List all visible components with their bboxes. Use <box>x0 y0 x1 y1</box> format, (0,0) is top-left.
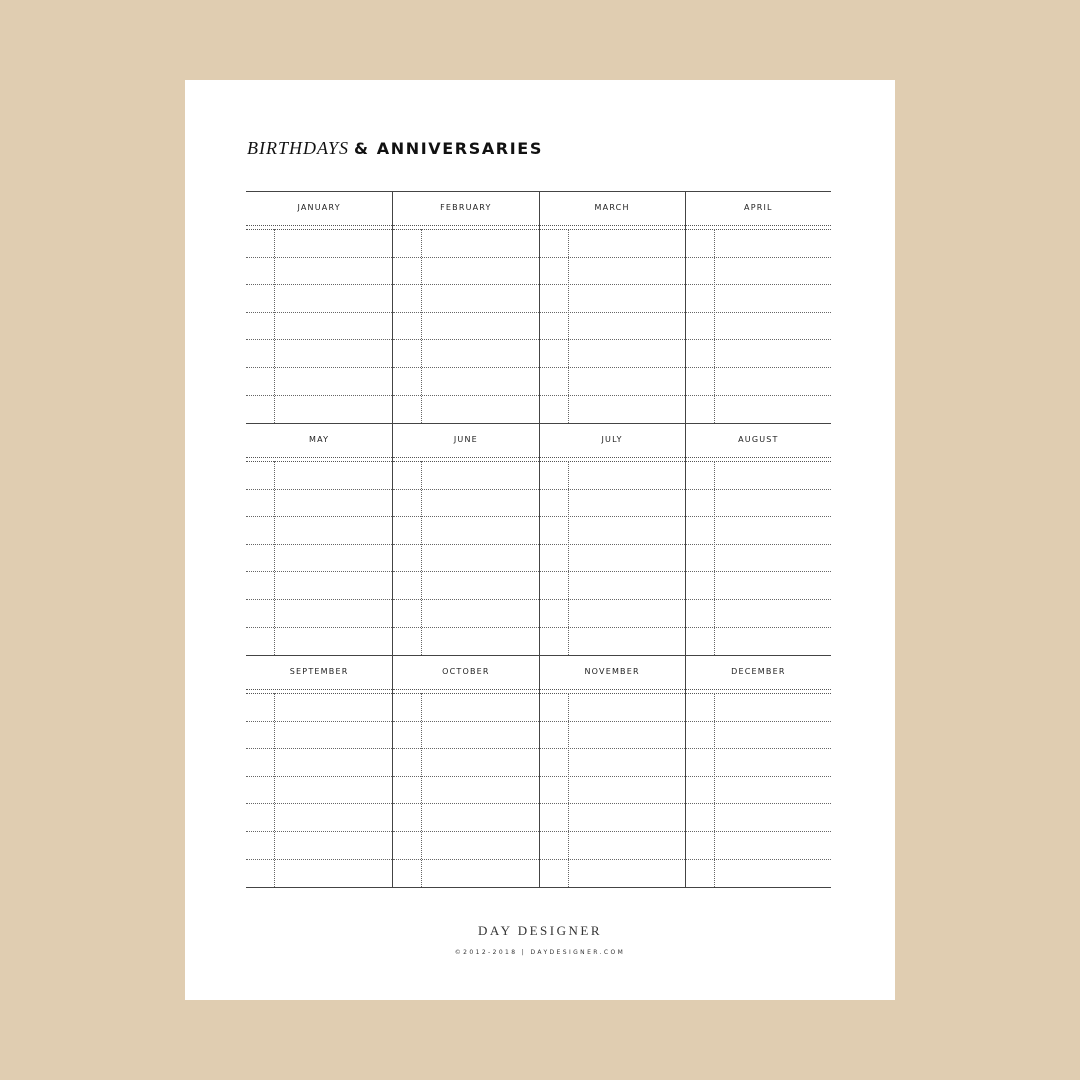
month-grid <box>246 191 831 888</box>
month-label: MARCH <box>594 203 630 212</box>
entry-line[interactable] <box>393 284 538 285</box>
header-divider <box>246 225 392 230</box>
entry-line[interactable] <box>686 284 831 285</box>
entry-line[interactable] <box>540 544 685 545</box>
header-divider <box>540 457 685 462</box>
month-label: NOVEMBER <box>584 667 640 676</box>
entry-line[interactable] <box>540 516 685 517</box>
entry-line[interactable] <box>686 544 831 545</box>
entry-line[interactable] <box>246 859 392 860</box>
section-row-3 <box>246 655 831 888</box>
page-title <box>247 138 543 159</box>
title-bold: & ANNIVERSARIES <box>354 139 543 158</box>
entry-line[interactable] <box>686 599 831 600</box>
entry-line[interactable] <box>393 571 538 572</box>
entry-line[interactable] <box>686 721 831 722</box>
entry-line[interactable] <box>540 257 685 258</box>
entry-line[interactable] <box>686 831 831 832</box>
entry-line[interactable] <box>686 776 831 777</box>
header-divider <box>540 689 685 694</box>
entry-line[interactable] <box>246 544 392 545</box>
entry-line[interactable] <box>393 516 538 517</box>
entry-line[interactable] <box>246 516 392 517</box>
entry-line[interactable] <box>540 599 685 600</box>
entry-line[interactable] <box>246 571 392 572</box>
entry-line[interactable] <box>393 339 538 340</box>
entry-line[interactable] <box>393 627 538 628</box>
footer-brand: DAY DESIGNER <box>477 923 602 938</box>
month-label: MAY <box>309 435 330 444</box>
month-label: SEPTEMBER <box>289 667 349 676</box>
month-september <box>246 656 392 887</box>
entry-line[interactable] <box>686 489 831 490</box>
entry-line[interactable] <box>393 544 538 545</box>
entry-line[interactable] <box>540 395 685 396</box>
entry-line[interactable] <box>393 489 538 490</box>
entry-line[interactable] <box>393 803 538 804</box>
month-june <box>392 424 538 655</box>
entry-line[interactable] <box>540 721 685 722</box>
entry-line[interactable] <box>246 489 392 490</box>
month-label: DECEMBER <box>731 667 786 676</box>
entry-line[interactable] <box>540 859 685 860</box>
entry-line[interactable] <box>686 571 831 572</box>
header-divider <box>393 457 538 462</box>
month-july <box>539 424 685 655</box>
entry-line[interactable] <box>686 748 831 749</box>
entry-line[interactable] <box>540 571 685 572</box>
entry-line[interactable] <box>540 367 685 368</box>
month-february <box>392 192 538 423</box>
entry-line[interactable] <box>393 721 538 722</box>
entry-line[interactable] <box>246 599 392 600</box>
entry-line[interactable] <box>540 627 685 628</box>
footer-meta: ©2012-2018 | DAYDESIGNER.COM <box>454 949 626 956</box>
entry-line[interactable] <box>246 312 392 313</box>
entry-line[interactable] <box>246 721 392 722</box>
entry-line[interactable] <box>246 748 392 749</box>
entry-line[interactable] <box>686 339 831 340</box>
title-italic: BIRTHDAYS <box>247 138 350 158</box>
section-row-2 <box>246 423 831 655</box>
entry-line[interactable] <box>246 395 392 396</box>
entry-line[interactable] <box>393 367 538 368</box>
entry-line[interactable] <box>540 312 685 313</box>
entry-line[interactable] <box>540 284 685 285</box>
entry-line[interactable] <box>540 748 685 749</box>
entry-line[interactable] <box>686 516 831 517</box>
section-row-1 <box>246 191 831 423</box>
entry-line[interactable] <box>246 284 392 285</box>
month-label: AUGUST <box>738 435 779 444</box>
entry-line[interactable] <box>686 627 831 628</box>
month-label: JULY <box>601 435 623 444</box>
entry-line[interactable] <box>540 803 685 804</box>
month-label: JANUARY <box>297 203 341 212</box>
planner-page <box>185 80 895 1000</box>
header-divider <box>393 689 538 694</box>
entry-line[interactable] <box>686 257 831 258</box>
entry-line[interactable] <box>540 339 685 340</box>
entry-line[interactable] <box>686 395 831 396</box>
header-divider <box>686 457 831 462</box>
month-august <box>685 424 831 655</box>
month-may <box>246 424 392 655</box>
header-divider <box>540 225 685 230</box>
month-label: FEBRUARY <box>440 203 492 212</box>
header-divider <box>686 689 831 694</box>
entry-line[interactable] <box>393 599 538 600</box>
entry-line[interactable] <box>393 776 538 777</box>
month-label: OCTOBER <box>442 667 490 676</box>
entry-line[interactable] <box>246 803 392 804</box>
month-january <box>246 192 392 423</box>
entry-line[interactable] <box>393 748 538 749</box>
entry-line[interactable] <box>686 312 831 313</box>
entry-line[interactable] <box>393 395 538 396</box>
entry-line[interactable] <box>246 257 392 258</box>
entry-line[interactable] <box>246 339 392 340</box>
entry-line[interactable] <box>686 859 831 860</box>
month-december <box>685 656 831 887</box>
month-october <box>392 656 538 887</box>
entry-line[interactable] <box>393 312 538 313</box>
month-label: APRIL <box>744 203 773 212</box>
entry-line[interactable] <box>540 489 685 490</box>
entry-line[interactable] <box>393 257 538 258</box>
entry-line[interactable] <box>686 803 831 804</box>
header-divider <box>246 689 392 694</box>
header-divider <box>246 457 392 462</box>
entry-line[interactable] <box>393 831 538 832</box>
entry-line[interactable] <box>246 367 392 368</box>
header-divider <box>393 225 538 230</box>
header-divider <box>686 225 831 230</box>
entry-line[interactable] <box>540 776 685 777</box>
entry-line[interactable] <box>393 859 538 860</box>
entry-line[interactable] <box>540 831 685 832</box>
month-november <box>539 656 685 887</box>
entry-line[interactable] <box>246 831 392 832</box>
month-april <box>685 192 831 423</box>
entry-line[interactable] <box>246 776 392 777</box>
month-march <box>539 192 685 423</box>
entry-line[interactable] <box>246 627 392 628</box>
month-label: JUNE <box>453 435 478 444</box>
entry-line[interactable] <box>686 367 831 368</box>
